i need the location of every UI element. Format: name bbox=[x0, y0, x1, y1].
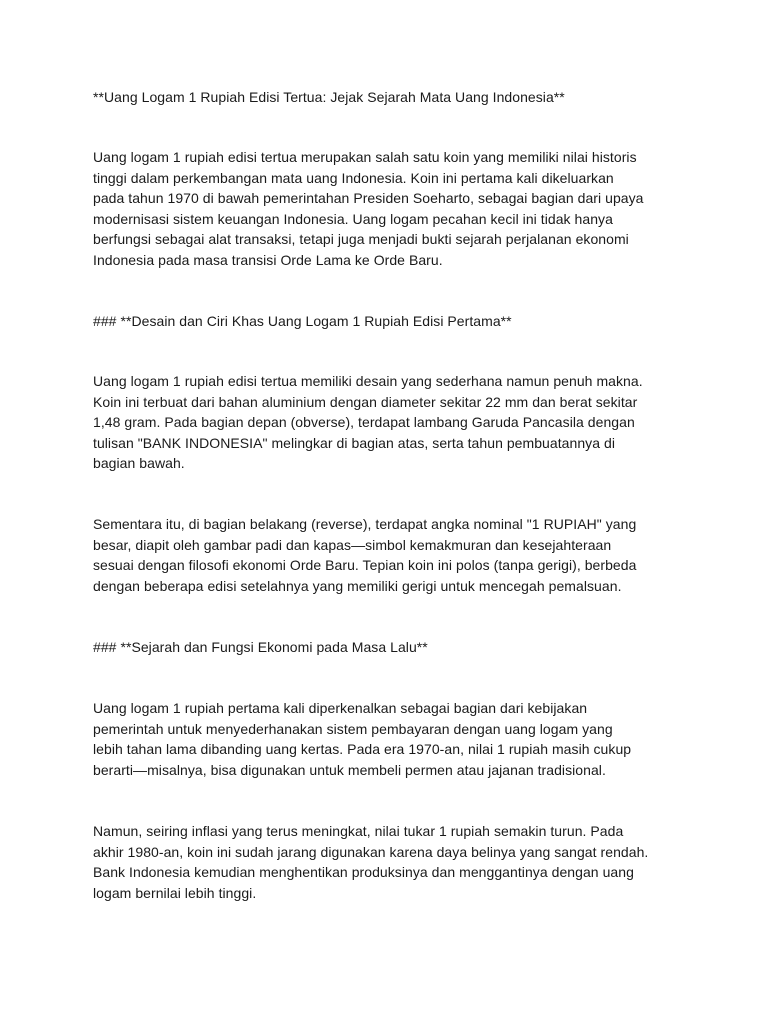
design-paragraph-1: Uang logam 1 rupiah edisi tertua memiliki desain yang sederhana namun penuh makna. Koin ini terbuat dari bahan aluminium dengan diameter sekitar 22 mm dan berat sekitar 1,48 gram. Pada bagian depan (obverse), terdapat lambang Garuda Pancasila dengan tulisan "BANK INDONESIA" melingkar di bagian atas, serta tahun pembuatannya di bagian bawah. bbox=[93, 373, 643, 472]
section-heading-history: ### **Sejarah dan Fungsi Ekonomi pada Masa Lalu** bbox=[93, 639, 428, 655]
document-title: **Uang Logam 1 Rupiah Edisi Tertua: Jejak Sejarah Mata Uang Indonesia** bbox=[93, 89, 565, 105]
history-paragraph-1: Uang logam 1 rupiah pertama kali diperkenalkan sebagai bagian dari kebijakan pemerintah untuk menyederhanakan sistem pembayaran dengan uang logam yang lebih tahan lama dibanding uang kertas. Pada era 1970-an, nilai 1 rupiah masih cukup berarti—misalnya, bisa digunakan untuk membeli permen atau jajanan tradisional. bbox=[93, 700, 632, 778]
intro-paragraph: Uang logam 1 rupiah edisi tertua merupakan salah satu koin yang memiliki nilai historis tinggi dalam perkembangan mata uang Indonesia. Koin ini pertama kali dikeluarkan pada tahun 1970 di bawah pemerintahan Presiden Soeharto, sebagai bagian dari upaya modernisasi sistem keuangan Indonesia. Uang logam pecahan kecil ini tidak hanya berfungsi sebagai alat transaksi, tetapi juga menjadi bukti sejarah perjalanan ekonomi Indonesia pada masa transisi Orde Lama ke Orde Baru. bbox=[93, 149, 644, 268]
section-heading-design: ### **Desain dan Ciri Khas Uang Logam 1 Rupiah Edisi Pertama** bbox=[93, 313, 512, 329]
design-paragraph-2: Sementara itu, di bagian belakang (reverse), terdapat angka nominal "1 RUPIAH" yang besar, diapit oleh gambar padi dan kapas—simbol kemakmuran dan kesejahteraan sesuai dengan filosofi ekonomi Orde Baru. Tepian koin ini polos (tanpa gerigi), berbeda dengan beberapa edisi setelahnya yang memiliki gerigi untuk mencegah pemalsuan. bbox=[93, 516, 637, 594]
history-paragraph-2: Namun, seiring inflasi yang terus meningkat, nilai tukar 1 rupiah semakin turun. Pada akhir 1980-an, koin ini sudah jarang digunakan karena daya belinya yang sangat rendah. Bank Indonesia kemudian menghentikan produksinya dan menggantinya dengan uang logam bernilai lebih tinggi. bbox=[93, 823, 649, 901]
